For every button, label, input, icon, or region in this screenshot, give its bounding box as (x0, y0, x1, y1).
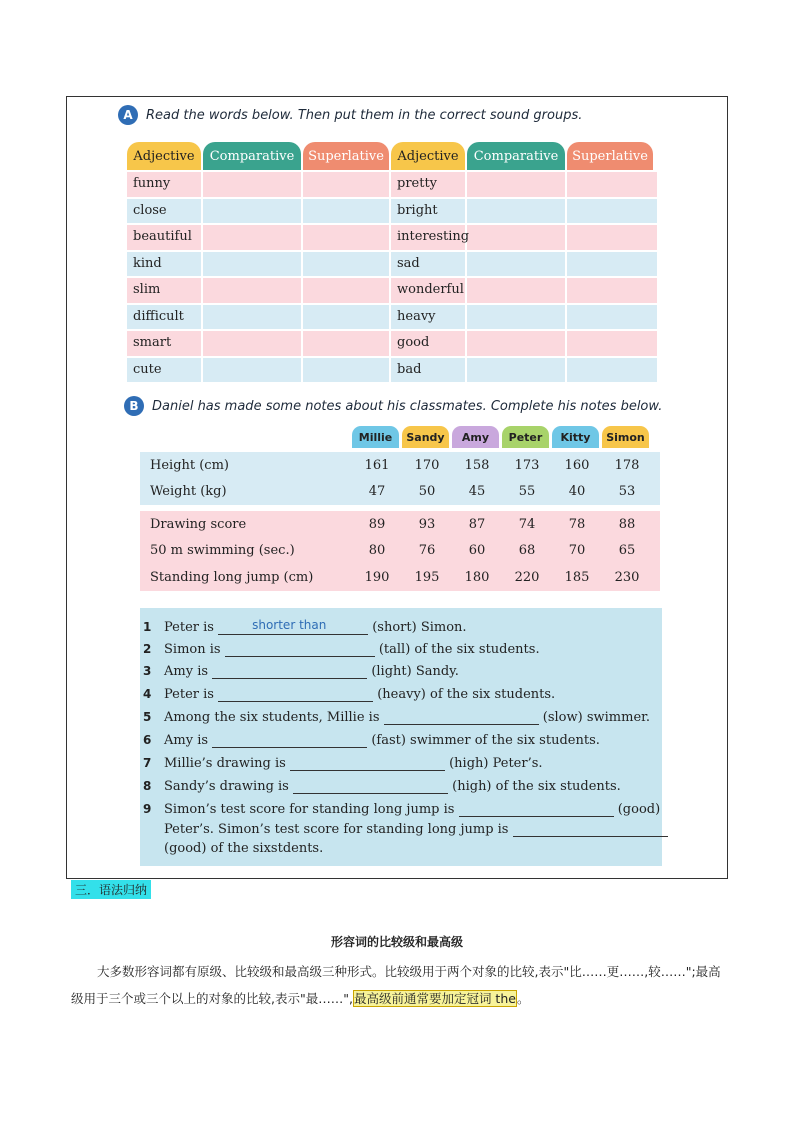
value-cell: 45 (468, 484, 486, 500)
adjective-cell: good (391, 331, 467, 356)
answer-blank[interactable] (218, 618, 368, 635)
item-prefix: Amy is (164, 733, 209, 748)
superlative-blank[interactable] (303, 172, 391, 197)
comparative-blank[interactable] (467, 278, 567, 303)
item-number: 8 (143, 779, 152, 793)
grammar-paragraph-text: 大多数形容词都有原级、比较级和最高级三种形式。比较级用于两个对象的比较,表示"比……更……,较……";最高级用于三个或三个以上的对象的比较,表示"最……", (71, 964, 721, 1006)
word-row (127, 172, 657, 197)
item-number: 2 (143, 642, 152, 656)
item-suffix: (light) Sandy. (371, 664, 459, 679)
item-suffix: (heavy) of the six students. (377, 687, 556, 702)
adjective-cell: bright (391, 199, 467, 224)
answer-blank[interactable] (218, 688, 373, 702)
superlative-blank[interactable] (567, 252, 657, 277)
answer-blank[interactable] (290, 757, 445, 771)
adjective-cell: funny (127, 172, 203, 197)
header-superlative-right: Superlative (567, 142, 653, 170)
item-text (164, 756, 543, 771)
item-text (164, 620, 467, 635)
section-b-instruction: Daniel has made some notes about his classmates. Complete his notes below. (152, 398, 663, 414)
value-cell: 40 (568, 484, 586, 500)
item-prefix: Amy is (164, 664, 209, 679)
value-cell: 68 (518, 543, 536, 559)
value-cell: 65 (618, 543, 636, 559)
section-a-instruction: Read the words below. Then put them in the correct sound groups. (146, 107, 583, 123)
answer-blank[interactable] (225, 643, 375, 657)
student-name-simon: Simon (602, 426, 649, 448)
comparative-blank[interactable] (467, 331, 567, 356)
sound-groups-header-row (127, 140, 657, 170)
item-suffix: (tall) of the six students. (378, 642, 540, 657)
body-measurements-block (140, 452, 660, 505)
adjective-cell: cute (127, 358, 203, 383)
row-label: Standing long jump (cm) (150, 569, 314, 585)
answer-blank[interactable] (459, 803, 614, 817)
value-cell: 47 (368, 484, 386, 500)
superlative-blank[interactable] (303, 278, 391, 303)
item-suffix: (high) Peter’s. (449, 756, 543, 771)
superlative-blank[interactable] (303, 199, 391, 224)
data-row (140, 538, 660, 565)
value-cell: 195 (414, 569, 440, 585)
value-cell: 55 (518, 484, 536, 500)
adjective-cell: slim (127, 278, 203, 303)
value-cell: 76 (418, 543, 436, 559)
comparative-blank[interactable] (467, 172, 567, 197)
comparative-blank[interactable] (467, 252, 567, 277)
item-text (164, 779, 621, 794)
comparative-blank[interactable] (467, 225, 567, 250)
section-b-header (124, 396, 662, 416)
header-superlative-left: Superlative (303, 142, 389, 170)
section-b-badge: B (124, 396, 144, 416)
word-row (127, 225, 657, 250)
superlative-blank[interactable] (303, 358, 391, 383)
item-prefix: Peter is (164, 687, 214, 702)
value-cell: 80 (368, 543, 386, 559)
comparative-blank[interactable] (467, 199, 567, 224)
word-row (127, 305, 657, 330)
value-cell: 170 (414, 457, 440, 473)
header-adjective-right: Adjective (391, 142, 465, 170)
answer-blank[interactable] (212, 665, 367, 679)
answer-blank[interactable] (513, 823, 668, 837)
adjective-cell: kind (127, 252, 203, 277)
comparative-blank[interactable] (203, 305, 303, 330)
grammar-paragraph-end: 。 (516, 991, 530, 1006)
data-row (140, 479, 660, 506)
adjective-cell: beautiful (127, 225, 203, 250)
superlative-blank[interactable] (303, 331, 391, 356)
student-name-sandy: Sandy (402, 426, 449, 448)
adjective-cell: difficult (127, 305, 203, 330)
item-prefix: Sandy’s drawing is (164, 779, 289, 794)
test-scores-block (140, 511, 660, 591)
adjective-cell: bad (391, 358, 467, 383)
word-row (127, 278, 657, 303)
header-comparative-right: Comparative (467, 142, 565, 170)
row-label: Drawing score (150, 516, 247, 532)
row-label: 50 m swimming (sec.) (150, 543, 295, 559)
answer-blank[interactable] (293, 780, 448, 794)
value-cell: 180 (464, 569, 490, 585)
student-name-millie: Millie (352, 426, 399, 448)
grammar-highlight: 最高级前通常要加定冠词 the (353, 991, 516, 1006)
value-cell: 50 (418, 484, 436, 500)
superlative-blank[interactable] (567, 278, 657, 303)
word-row (127, 331, 657, 356)
student-name-peter: Peter (502, 426, 549, 448)
exercise-box (140, 608, 662, 866)
comparative-blank[interactable] (203, 278, 303, 303)
adjective-cell: sad (391, 252, 467, 277)
data-row (140, 564, 660, 591)
example-answer: shorter than (252, 618, 327, 632)
value-cell: 70 (568, 543, 586, 559)
comparative-blank[interactable] (467, 358, 567, 383)
answer-blank[interactable] (212, 734, 367, 748)
grammar-paragraph (71, 958, 733, 1012)
item-suffix: (high) of the six students. (452, 779, 621, 794)
item-continuation: Peter’s. Simon’s test score for standing long jump is (164, 822, 509, 837)
item-suffix: (short) Simon. (372, 620, 467, 635)
data-row (140, 511, 660, 538)
superlative-blank[interactable] (567, 172, 657, 197)
value-cell: 88 (618, 516, 636, 532)
item-suffix: (fast) swimmer of the six students. (371, 733, 600, 748)
value-cell: 160 (564, 457, 590, 473)
comparative-blank[interactable] (203, 331, 303, 356)
item-text (164, 642, 540, 657)
data-row (140, 452, 660, 479)
value-cell: 230 (614, 569, 640, 585)
comparative-blank[interactable] (203, 172, 303, 197)
comparative-blank[interactable] (203, 199, 303, 224)
value-cell: 220 (514, 569, 540, 585)
value-cell: 178 (614, 457, 640, 473)
value-cell: 78 (568, 516, 586, 532)
superlative-blank[interactable] (303, 252, 391, 277)
superlative-blank[interactable] (567, 225, 657, 250)
comparative-blank[interactable] (203, 225, 303, 250)
comparative-blank[interactable] (203, 252, 303, 277)
row-label: Weight (kg) (150, 484, 227, 500)
item-suffix: (slow) swimmer. (542, 710, 651, 725)
item-number: 4 (143, 687, 152, 701)
item-prefix: Simon’s test score for standing long jump is (164, 802, 455, 817)
item-prefix: Simon is (164, 642, 221, 657)
section-label: 三．语法归纳 (71, 880, 151, 899)
section-a-badge: A (118, 105, 138, 125)
adjective-cell: pretty (391, 172, 467, 197)
item-number: 7 (143, 756, 152, 770)
section-a-header (118, 105, 582, 125)
item-prefix: Peter is (164, 620, 214, 635)
item-number: 9 (143, 802, 152, 816)
word-row (127, 199, 657, 224)
value-cell: 185 (564, 569, 590, 585)
adjective-cell: heavy (391, 305, 467, 330)
word-row (127, 358, 657, 383)
grammar-title: 形容词的比较级和最高级 (330, 935, 463, 949)
item-prefix: Among the six students, Millie is (164, 710, 380, 725)
classmates-table (140, 426, 660, 591)
superlative-blank[interactable] (567, 199, 657, 224)
superlative-blank[interactable] (567, 331, 657, 356)
item-text (164, 710, 650, 725)
header-adjective-left: Adjective (127, 142, 201, 170)
adjective-cell: wonderful (391, 278, 467, 303)
value-cell: 173 (514, 457, 540, 473)
value-cell: 53 (618, 484, 636, 500)
item-text (164, 822, 668, 837)
item-text: (good) of the sixstdents. (164, 841, 324, 856)
value-cell: 87 (468, 516, 486, 532)
item-suffix: (good) (617, 802, 661, 817)
value-cell: 60 (468, 543, 486, 559)
value-cell: 161 (364, 457, 390, 473)
value-cell: 74 (518, 516, 536, 532)
item-number: 5 (143, 710, 152, 724)
sound-groups-table (127, 140, 657, 382)
item-number: 6 (143, 733, 152, 747)
superlative-blank[interactable] (303, 305, 391, 330)
student-name-kitty: Kitty (552, 426, 599, 448)
comparative-blank[interactable] (467, 305, 567, 330)
answer-blank[interactable] (384, 711, 539, 725)
item-prefix: Millie’s drawing is (164, 756, 286, 771)
item-text (164, 687, 555, 702)
student-name-amy: Amy (452, 426, 499, 448)
adjective-cell: close (127, 199, 203, 224)
item-number: 3 (143, 664, 152, 678)
value-cell: 93 (418, 516, 436, 532)
item-text (164, 664, 459, 679)
item-text (164, 733, 600, 748)
superlative-blank[interactable] (567, 358, 657, 383)
item-text (164, 802, 660, 817)
value-cell: 158 (464, 457, 490, 473)
item-number: 1 (143, 620, 152, 634)
student-names-row (352, 426, 660, 448)
word-row (127, 252, 657, 277)
value-cell: 190 (364, 569, 390, 585)
comparative-blank[interactable] (203, 358, 303, 383)
value-cell: 89 (368, 516, 386, 532)
header-comparative-left: Comparative (203, 142, 301, 170)
adjective-cell: interesting (391, 225, 467, 250)
row-label: Height (cm) (150, 457, 229, 473)
superlative-blank[interactable] (567, 305, 657, 330)
superlative-blank[interactable] (303, 225, 391, 250)
adjective-cell: smart (127, 331, 203, 356)
